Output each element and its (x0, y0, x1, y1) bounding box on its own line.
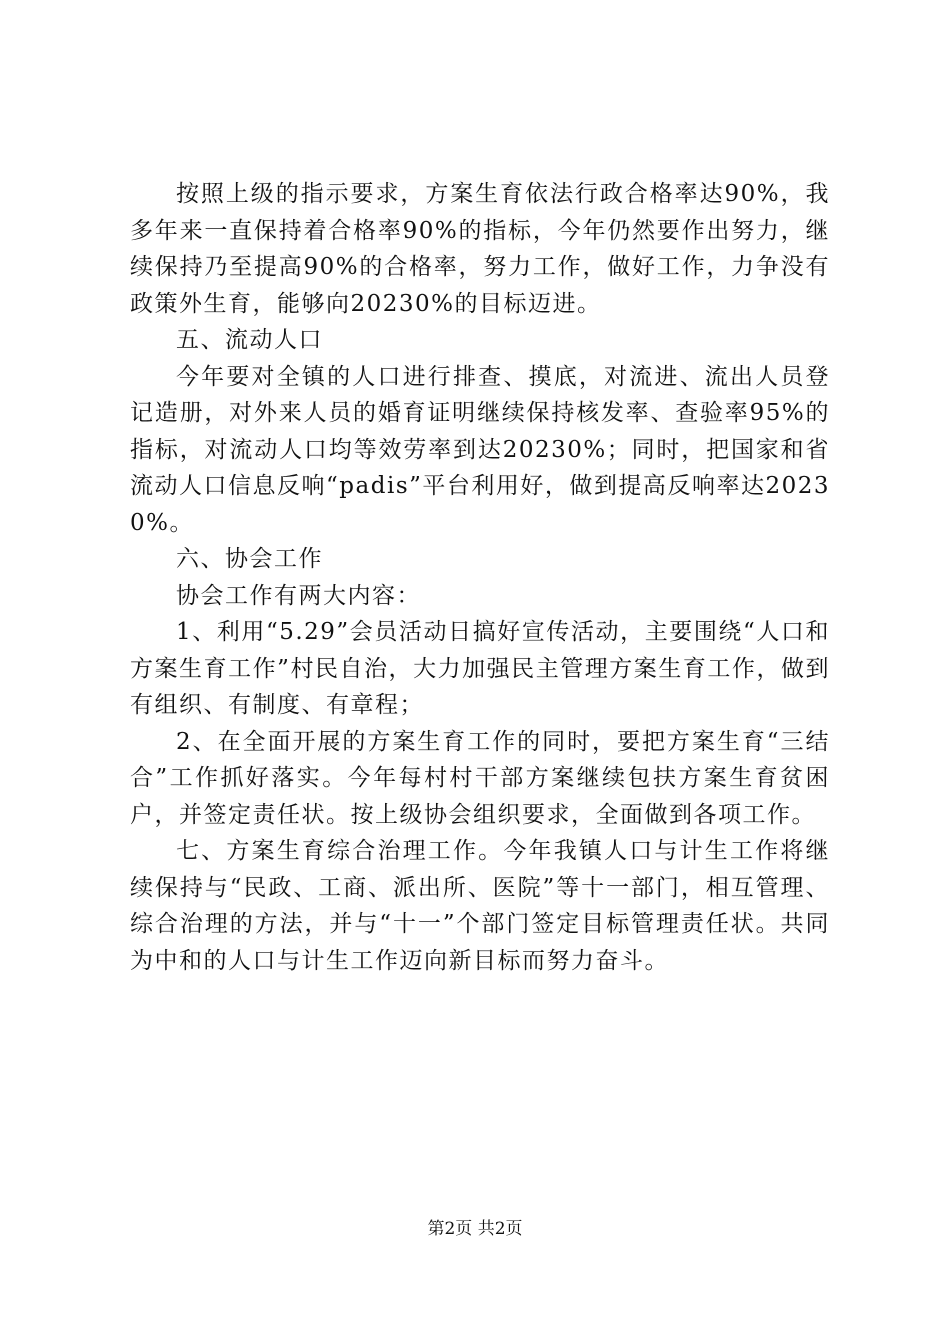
document-body (130, 176, 830, 979)
paragraph-compliance-rate: 按照上级的指示要求，方案生育依法行政合格率达90%，我多年来一直保持着合格率90%的指标，今年仍然要作出努力，继续保持乃至提高90%的合格率，努力工作，做好工作，力争没有政策外生育，能够向20230%的目标迈进。 (130, 181, 830, 317)
paragraph-association-item-2: 2、在全面开展的方案生育工作的同时，要把方案生育“三结合”工作抓好落实。今年每村村干部方案继续包扶方案生育贫困户，并签定责任状。按上级协会组织要求，全面做到各项工作。 (130, 728, 830, 828)
heading-association-work: 六、协会工作 (176, 546, 323, 572)
paragraph-comprehensive-governance: 七、方案生育综合治理工作。今年我镇人口与计生工作将继续保持与“民政、工商、派出所、医院”等十一部门，相互管理、综合治理的方法，并与“十一”个部门签定目标管理责任状。共同为中和的人口与计生工作迈向新目标而努力奋斗。 (130, 838, 830, 974)
heading-floating-population: 五、流动人口 (176, 327, 323, 353)
paragraph-association-intro: 协会工作有两大内容： (176, 582, 421, 609)
paragraph-association-item-1: 1、利用“5.29”会员活动日搞好宣传活动，主要围绕“人口和方案生育工作”村民自治，大力加强民主管理方案生育工作，做到有组织、有制度、有章程； (130, 619, 830, 718)
paragraph-floating-population: 今年要对全镇的人口进行排查、摸底，对流进、流出人员登记造册，对外来人员的婚育证明继续保持核发率、查验率95%的指标，对流动人口均等效劳率到达20230%；同时，把国家和省流动人口信息反响“padis”平台利用好，做到提高反响率达20230%。 (130, 363, 830, 536)
page-footer: 第2页 共2页 (427, 1219, 523, 1239)
